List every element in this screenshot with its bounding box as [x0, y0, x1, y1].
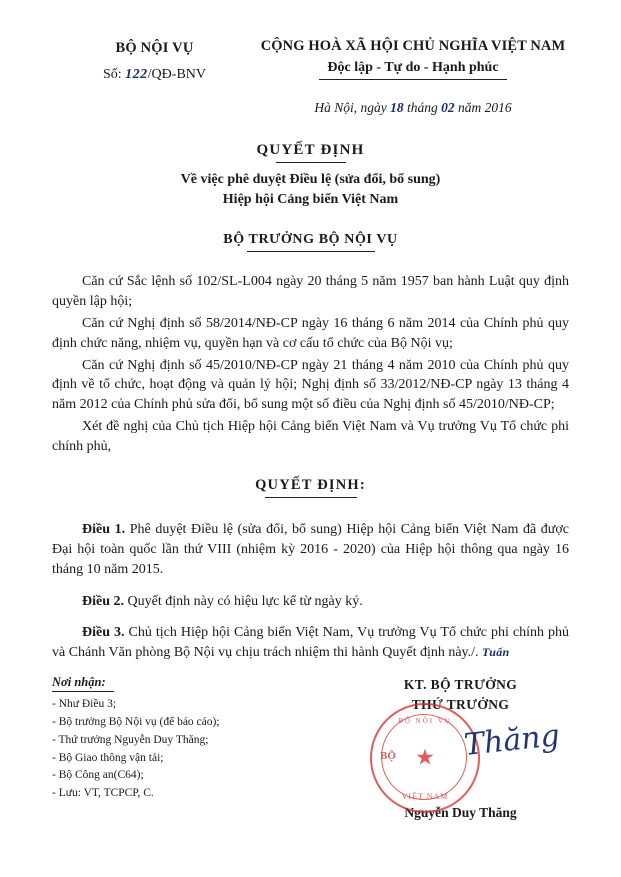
date-day-handwritten: 18	[390, 100, 404, 115]
official-seal-stamp	[370, 703, 480, 813]
national-motto: Độc lập - Tự do - Hạnh phúc	[327, 60, 499, 75]
articles-section	[52, 520, 569, 663]
article-item	[52, 623, 569, 663]
place-date-prefix: Hà Nội, ngày	[314, 100, 387, 115]
preamble-paragraph: Căn cứ Sắc lệnh số 102/SL-L004 ngày 20 tháng 5 năm 1957 ban hành Luật quy định quyền lập hội;	[52, 274, 569, 309]
article-label: Điều 1.	[82, 521, 126, 537]
national-title: CỘNG HOÀ XÃ HỘI CHỦ NGHĨA VIỆT NAM	[260, 38, 566, 54]
list-item: - Lưu: VT, TCPCP, C.	[52, 787, 154, 800]
seal-top-text: BỘ NỘI VỤ	[398, 717, 452, 726]
title-subject-line-1: Về việc phê duyệt Điều lệ (sửa đổi, bổ sung)	[180, 172, 441, 187]
decide-divider	[265, 497, 357, 498]
seal-star-icon: ★	[415, 744, 435, 770]
document-header	[0, 0, 621, 116]
decide-heading	[52, 477, 569, 498]
title-subject-line-2: Hiệp hội Cảng biển Việt Nam	[222, 192, 399, 207]
document-number-suffix: /QĐ-BNV	[147, 67, 207, 82]
article-text: Phê duyệt Điều lệ (sửa đổi, bổ sung) Hiệp hội Cảng biển Việt Nam đã được Đại hội toàn quốc lần thứ VIII (nhiệm kỳ 2016 - 2020) của Hiệp hội thông qua ngày 16 tháng 10 năm 2015.	[52, 521, 570, 577]
date-year: năm 2016	[458, 100, 512, 115]
article-label: Điều 3.	[82, 625, 125, 641]
decide-heading-text: QUYẾT ĐỊNH:	[255, 476, 366, 493]
place-and-date	[257, 100, 569, 116]
list-item: - Bộ trưởng Bộ Nội vụ (để báo cáo);	[52, 715, 220, 728]
document-type-title: QUYẾT ĐỊNH	[256, 142, 365, 158]
seal-bottom-text: VIỆT NAM	[401, 792, 449, 802]
seal-left-text: BỘ	[380, 750, 396, 763]
title-block	[0, 142, 621, 208]
list-item: - Như Điều 3;	[52, 698, 117, 711]
preamble-paragraph: Căn cứ Nghị định số 58/2014/NĐ-CP ngày 16 tháng 6 năm 2014 của Chính phủ quy định chức năng, nhiệm vụ, quyền hạn và cơ cấu tổ chức của Bộ Nội vụ;	[52, 315, 569, 351]
list-item: - Thứ trưởng Nguyễn Duy Thăng;	[52, 733, 209, 746]
issuing-ministry: BỘ NỘI VỤ	[115, 40, 194, 56]
preamble-paragraph: Xét đề nghị của Chủ tịch Hiệp hội Cảng biển Việt Nam và Vụ trưởng Vụ Tổ chức phi chính phủ,	[52, 419, 569, 454]
preamble-paragraph: Căn cứ Nghị định số 45/2010/NĐ-CP ngày 21 tháng 4 năm 2010 của Chính phủ quy định về tổ chức, hoạt động và quản lý hội; Nghị định số 33/2012/NĐ-CP ngày 13 tháng 4 năm 2012 của Chính phủ sửa đổi, bổ sung một số điều của Nghị định số 45/2010/NĐ-CP;	[52, 357, 569, 413]
signer-role-line-2: THỨ TRƯỞNG	[411, 697, 510, 713]
document-body	[0, 272, 621, 663]
issuer-divider	[247, 251, 375, 252]
list-item: - Bộ Công an(C64);	[52, 769, 144, 782]
issuer-title	[0, 232, 621, 252]
recipients-divider	[52, 691, 114, 692]
header-left-block	[52, 38, 257, 83]
date-month-handwritten: 02	[441, 100, 455, 115]
signature-block	[352, 675, 569, 821]
signer-role-line-1: KT. BỘ TRƯỞNG	[403, 677, 518, 693]
article-label: Điều 2.	[82, 593, 124, 609]
article-text: Quyết định này có hiệu lực kể từ ngày ký.	[124, 593, 363, 609]
handwritten-annotation: Tuấn	[482, 645, 510, 660]
title-divider	[276, 162, 346, 163]
document-number-handwritten: 122	[125, 67, 148, 82]
document-footer	[0, 675, 621, 821]
document-number-prefix: Số:	[102, 67, 122, 82]
motto-divider	[319, 79, 507, 80]
recipients-list	[52, 696, 352, 803]
article-item	[52, 520, 569, 580]
list-item: - Bộ Giao thông vận tải;	[52, 751, 164, 764]
document-number	[52, 67, 257, 83]
article-item	[52, 592, 569, 612]
issuer-title-text: BỘ TRƯỞNG BỘ NỘI VỤ	[223, 232, 398, 247]
article-text: Chủ tịch Hiệp hội Cảng biển Việt Nam, Vụ trưởng Vụ Tổ chức phi chính phủ và Chánh Văn phòng Bộ Nội vụ chịu trách nhiệm thi hành Quyết định này./.	[52, 625, 569, 661]
header-right-block	[257, 38, 569, 116]
signer-name: Nguyễn Duy Thăng	[404, 805, 517, 821]
handwritten-signature: Thăng	[462, 718, 562, 764]
date-month-word: tháng	[406, 100, 438, 115]
recipients-title: Nơi nhận:	[52, 675, 106, 690]
recipients-block	[52, 675, 352, 821]
